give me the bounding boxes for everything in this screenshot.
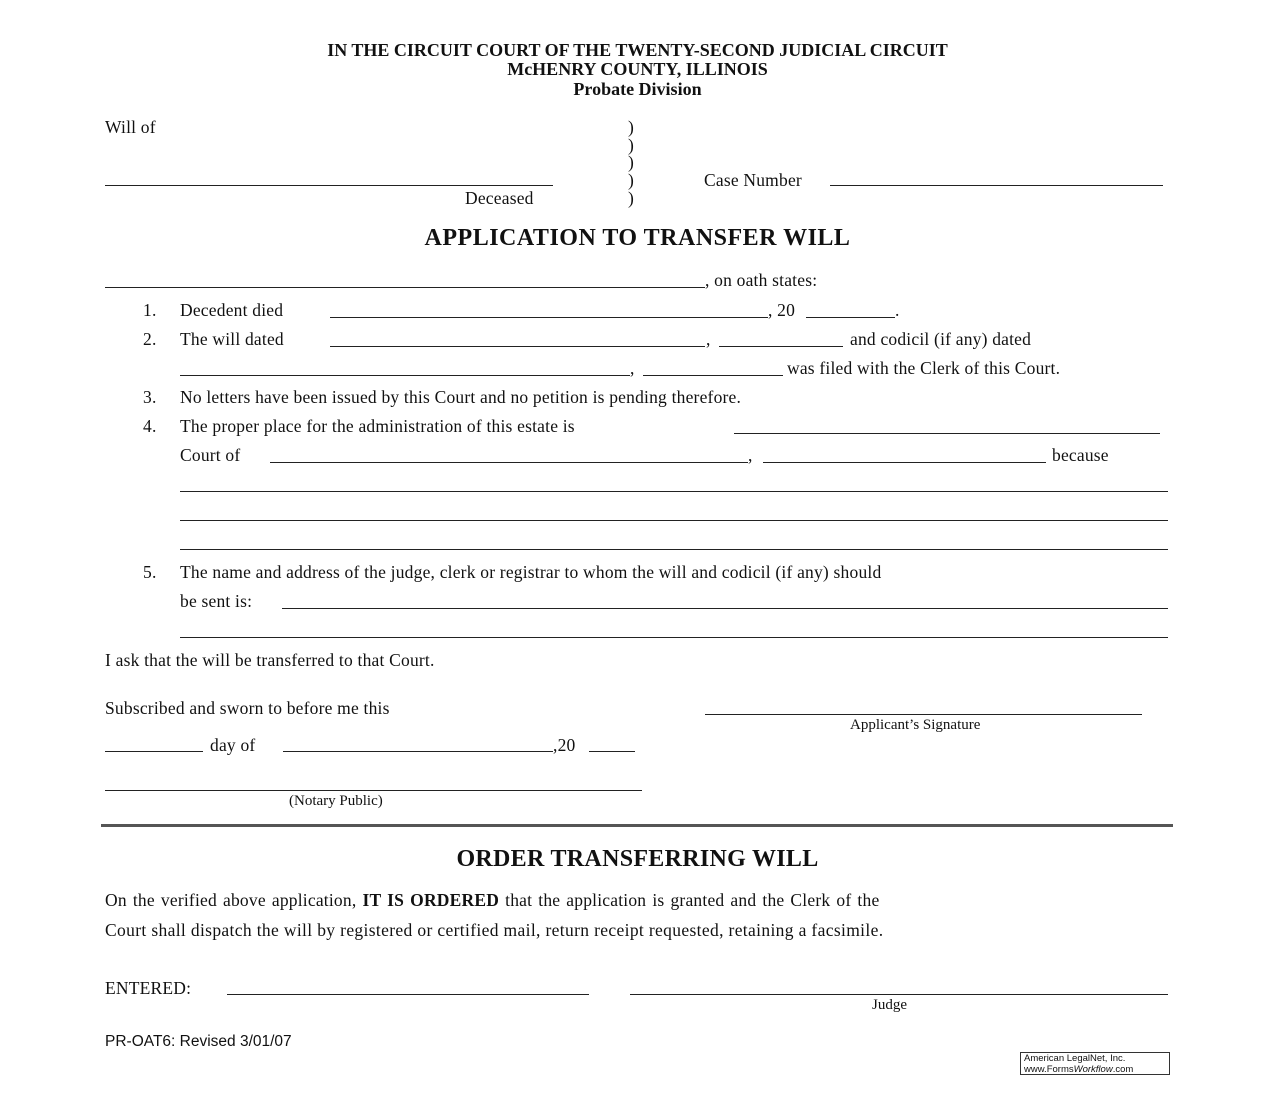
oath-text: , on oath states: <box>705 270 818 290</box>
codicil-date-field[interactable] <box>180 375 630 376</box>
item-text: The proper place for the administration of this estate is <box>180 416 575 436</box>
because-line-2[interactable] <box>180 520 1168 521</box>
proper-place-field[interactable] <box>734 433 1160 434</box>
item-text: , <box>706 329 711 349</box>
publisher-name: American LegalNet, Inc. <box>1024 1053 1126 1064</box>
county-heading: McHENRY COUNTY, ILLINOIS <box>507 59 768 79</box>
caption-paren: ) <box>628 135 635 155</box>
item-text: be sent is: <box>180 591 253 611</box>
order-text-line-1 <box>105 890 879 911</box>
item-text: , <box>630 358 635 378</box>
notary-signature-field[interactable] <box>105 790 642 791</box>
item-text: . <box>895 300 900 320</box>
will-date-field[interactable] <box>330 346 705 347</box>
item-text: , <box>748 445 753 465</box>
item-text: , 20 <box>768 300 796 320</box>
item-number: 3. <box>143 387 157 407</box>
will-of-label: Will of <box>105 117 156 137</box>
notary-label: (Notary Public) <box>289 793 383 809</box>
section-divider <box>101 824 1173 827</box>
day-field[interactable] <box>105 751 203 752</box>
order-text-post: that the application is granted and the Clerk of the <box>505 890 880 910</box>
day-of-label: day of <box>210 735 256 755</box>
recipient-address-field-2[interactable] <box>180 637 1168 638</box>
applicant-signature-label: Applicant’s Signature <box>850 717 981 733</box>
decedent-name-field[interactable] <box>105 185 553 186</box>
subscribed-text: Subscribed and sworn to before me this <box>105 698 390 718</box>
case-number-field[interactable] <box>830 185 1163 186</box>
item-number: 2. <box>143 329 157 349</box>
caption-paren: ) <box>628 152 635 172</box>
application-title: APPLICATION TO TRANSFER WILL <box>424 225 851 251</box>
item-text: The name and address of the judge, clerk or registrar to whom the will and codicil (if any) should <box>180 562 882 582</box>
division-heading: Probate Division <box>573 79 702 99</box>
order-title: ORDER TRANSFERRING WILL <box>456 846 819 872</box>
item-number: 5. <box>143 562 157 582</box>
order-text-line-2: Court shall dispatch the will by registered or certified mail, return receipt requested, retaining a facsimile. <box>105 920 884 940</box>
because-line-1[interactable] <box>180 491 1168 492</box>
item-text: was filed with the Clerk of this Court. <box>787 358 1061 378</box>
caption-paren: ) <box>628 170 635 190</box>
item-text: Court of <box>180 445 241 465</box>
death-date-field[interactable] <box>330 317 768 318</box>
caption-paren: ) <box>628 117 635 137</box>
judge-label: Judge <box>872 997 907 1013</box>
court-location-field[interactable] <box>763 462 1046 463</box>
form-code: PR-OAT6: Revised 3/01/07 <box>105 1033 292 1050</box>
applicant-name-field[interactable] <box>105 287 705 288</box>
applicant-signature-field[interactable] <box>705 714 1142 715</box>
item-text: because <box>1052 445 1109 465</box>
caption-paren: ) <box>628 188 635 208</box>
will-year-field[interactable] <box>719 346 843 347</box>
court-of-field[interactable] <box>270 462 748 463</box>
publisher-badge <box>1020 1052 1170 1075</box>
item-number: 1. <box>143 300 157 320</box>
year-prefix: ,20 <box>553 735 576 755</box>
recipient-address-field-1[interactable] <box>282 608 1168 609</box>
entered-date-field[interactable] <box>227 994 589 995</box>
item-text: and codicil (if any) dated <box>850 329 1032 349</box>
item-text: No letters have been issued by this Court and no petition is pending therefore. <box>180 387 742 407</box>
order-text-pre: On the verified above application, <box>105 890 357 910</box>
item-number: 4. <box>143 416 157 436</box>
publisher-url: www.FormsWorkflow.com <box>1024 1063 1134 1075</box>
entered-label: ENTERED: <box>105 978 192 998</box>
court-heading: IN THE CIRCUIT COURT OF THE TWENTY-SECOND JUDICIAL CIRCUIT <box>327 40 948 60</box>
month-field[interactable] <box>283 751 553 752</box>
judge-signature-field[interactable] <box>630 994 1168 995</box>
deceased-label: Deceased <box>465 188 534 208</box>
because-line-3[interactable] <box>180 549 1168 550</box>
codicil-year-field[interactable] <box>643 375 783 376</box>
death-year-field[interactable] <box>806 317 895 318</box>
case-number-label: Case Number <box>704 170 802 190</box>
transfer-request-text: I ask that the will be transferred to that Court. <box>105 650 435 670</box>
item-text: The will dated <box>180 329 284 349</box>
item-text: Decedent died <box>180 300 284 320</box>
order-emphasis: IT IS ORDERED <box>362 890 500 910</box>
year-field[interactable] <box>589 751 635 752</box>
